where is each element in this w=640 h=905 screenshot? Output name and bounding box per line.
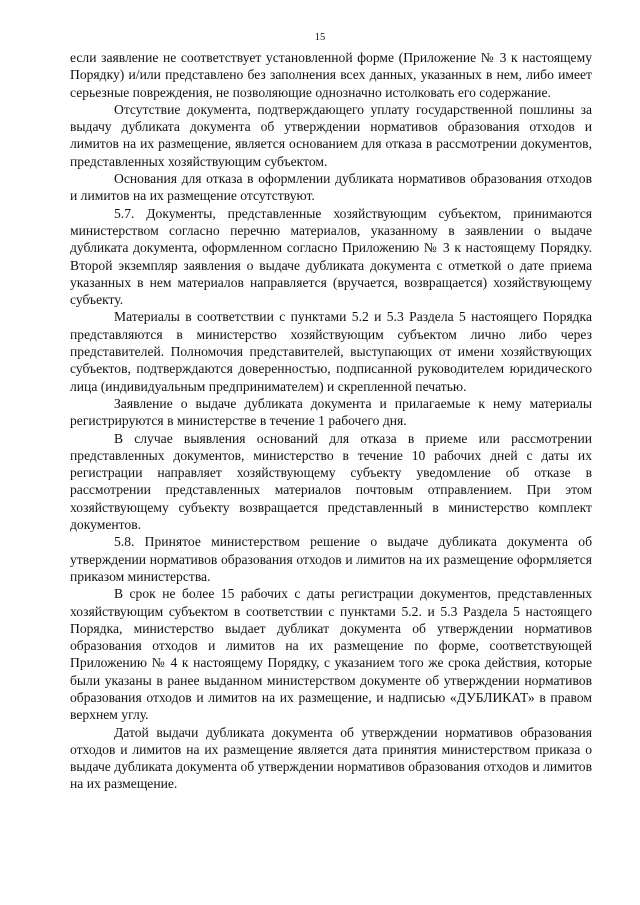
paragraph-refusal-notice: В случае выявления оснований для отказа в приеме или рассмотрении представленных документов, министерство в течение 10 рабочих дней с даты их регистрации направляет хозяйствующему субъекту уведомление об отказе в рассмотрении представленных материалов почтовым отправлением. При этом хозяйствующему субъекту возвращается представленный в министерство комплект документов. (70, 430, 592, 533)
paragraph-registration: Заявление о выдаче дубликата документа и прилагаемые к нему материалы регистрируются в министерстве в течение 1 рабочего дня. (70, 395, 592, 429)
paragraph-no-refusal-grounds: Основания для отказа в оформлении дубликата нормативов образования отходов и лимитов на их размещение отсутствуют. (70, 171, 592, 204)
document-body (70, 49, 592, 793)
paragraph-materials-submission: Материалы в соответствии с пунктами 5.2 и 5.3 Раздела 5 настоящего Порядка представляются в министерство хозяйствующим субъектом лично либо через представителей. Полномочия представителей, выступающих от имени хозяйствующих субъектов, подтверждаются доверенностью, подписанной руководителем юридического лица (индивидуальным предпринимателем) и скрепленной печатью. (70, 309, 592, 394)
paragraph-5-7: 5.7. Документы, представленные хозяйствующим субъектом, принимаются министерством согласно перечню материалов, указанному в заявлении о выдаче дубликата документа, оформленном согласно Приложению № 3 к настоящему Порядку. Второй экземпляр заявления о выдаче дубликата документа с отметкой о дате приема указанных в нем материалов направляется (вручается, возвращается) хозяйствующему субъекту. (70, 205, 592, 308)
paragraph-fee-absence: Отсутствие документа, подтверждающего уплату государственной пошлины за выдачу дубликата документа об утверждении нормативов образования отходов и лимитов на их размещение, является основанием для отказа в рассмотрении документов, представленных хозяйствующим субъектом. (70, 101, 592, 169)
paragraph-issuance-date: Датой выдачи дубликата документа об утверждении нормативов образования отходов и лимитов на их размещение является дата принятия министерством приказа о выдаче дубликата документа об утверждении нормативов образования отходов и лимитов на их размещение. (70, 724, 592, 792)
paragraph-issuance-term: В срок не более 15 рабочих с даты регистрации документов, представленных хозяйствующим субъектом в соответствии с пунктами 5.2. и 5.3 Раздела 5 настоящего Порядка, министерство выдает дубликат документа об утверждении нормативов образования отходов и лимитов на их размещение по форме, соответствующей Приложению № 4 к настоящему Порядку, с указанием того же срока действия, которые были указаны в ранее выданном министерством документе об утверждении нормативов образования отходов и лимитов на их размещение, и надписью «ДУБЛИКАТ» в правом верхнем углу. (70, 586, 592, 723)
page-number: 15 (314, 32, 326, 43)
paragraph-continuation: если заявление не соответствует установленной форме (Приложение № 3 к настоящему Порядку) и/или представлено без заполнения всех данных, указанных в нем, либо имеет серьезные повреждения, не позволяющие однозначно истолковать его содержание. (70, 50, 592, 100)
paragraph-5-8: 5.8. Принятое министерством решение о выдаче дубликата документа об утверждении нормативов образования отходов и лимитов на их размещение оформляется приказом министерства. (70, 534, 592, 584)
